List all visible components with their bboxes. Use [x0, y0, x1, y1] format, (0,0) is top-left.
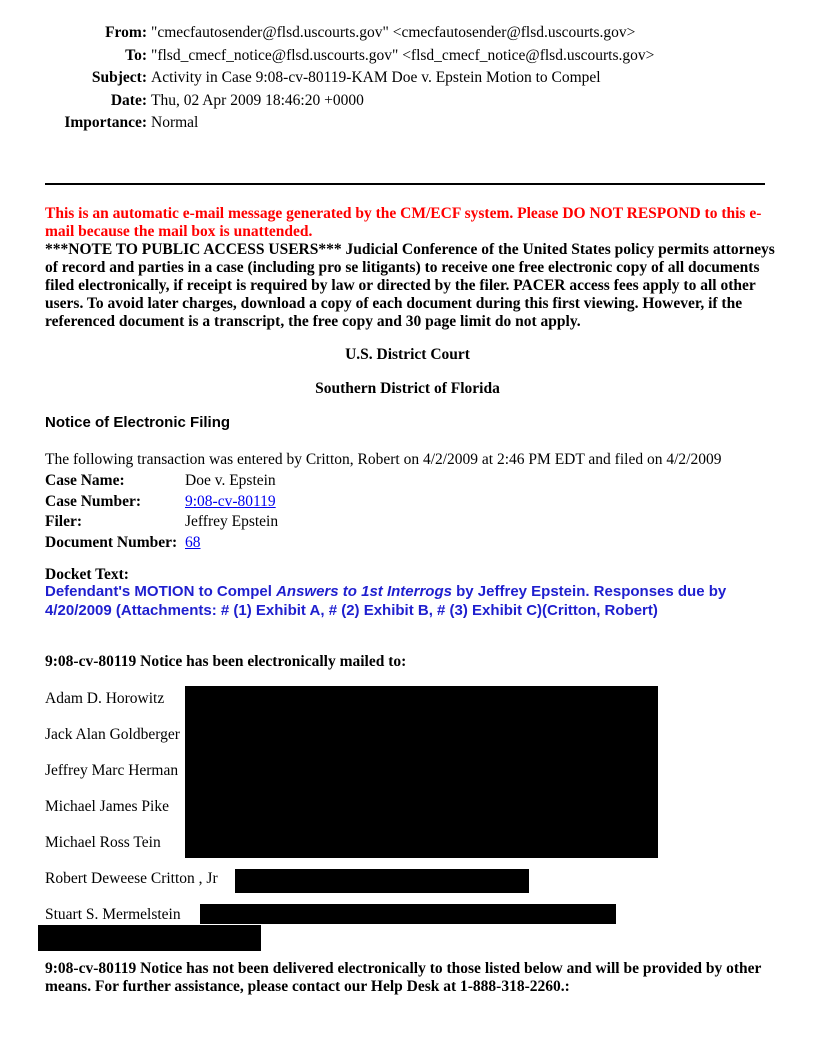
auto-message-warning: This is an automatic e-mail message generated by the CM/ECF system. Please DO NOT RESPOND to this e-mail because the mail box is unattended.	[45, 205, 762, 240]
case-name-label: Case Name:	[45, 472, 125, 489]
filer-label: Filer:	[45, 513, 83, 530]
court-name: U.S. District Court	[345, 346, 470, 363]
case-info	[45, 471, 278, 553]
recipient-name: Stuart S. Mermelstein	[45, 906, 181, 923]
importance-label: Importance:	[64, 114, 147, 131]
from-label: From:	[105, 24, 147, 41]
date-value: Thu, 02 Apr 2009 18:46:20 +0000	[151, 91, 364, 109]
docket-text-part2: by Jeffrey Epstein. Responses due by 4/20/2009 (Attachments: # (1) Exhibit A, # (2) Exhibit B, # (3) Exhibit C)(Critton, Robert)	[45, 583, 727, 619]
subject-label: Subject:	[91, 69, 147, 86]
recipient-name: Adam D. Horowitz	[45, 690, 165, 707]
docket-text-italic: Answers to 1st Interrogs	[276, 583, 452, 600]
case-number-label: Case Number:	[45, 492, 141, 510]
mailed-heading: 9:08-cv-80119 Notice has been electronically mailed to:	[45, 653, 407, 670]
docket-text	[45, 583, 775, 620]
not-delivered-notice: 9:08-cv-80119 Notice has not been delivered electronically to those listed below and will be provided by other means. For further assistance, please contact our Help Desk at 1-888-318-2260.:	[45, 960, 762, 995]
date-label: Date:	[110, 91, 147, 109]
recipient-name: Jeffrey Marc Herman	[45, 762, 179, 779]
docket-text-part1: Defendant's MOTION to Compel	[45, 583, 277, 600]
recipient-name: Michael James Pike	[45, 798, 169, 815]
header-divider	[45, 183, 765, 185]
case-name-value: Doe v. Epstein	[185, 472, 276, 489]
to-label: To:	[125, 46, 147, 64]
importance-value: Normal	[151, 114, 199, 131]
recipient-name: Robert Deweese Critton , Jr	[45, 870, 218, 887]
public-access-note: ***NOTE TO PUBLIC ACCESS USERS*** Judicial Conference of the United States policy permits attorneys of record and parties in a case (including pro se litigants) to receive one free electronic copy of all documents filed electronically, if receipt is required by law or directed by the filer. PACER access fees apply to all other users. To avoid later charges, download a copy of each document during this first viewing. However, if the referenced document is a transcript, the free copy and 30 page limit do not apply.	[45, 241, 775, 330]
subject-value: Activity in Case 9:08-cv-80119-KAM Doe v. Epstein Motion to Compel	[151, 69, 601, 86]
filer-value: Jeffrey Epstein	[185, 513, 279, 530]
redaction-block	[235, 869, 529, 893]
email-header	[45, 22, 654, 135]
document-number-link[interactable]: 68	[185, 533, 201, 551]
redaction-block	[200, 904, 616, 924]
redaction-block	[38, 925, 261, 951]
from-value: "cmecfautosender@flsd.uscourts.gov" <cmecfautosender@flsd.uscourts.gov>	[151, 24, 636, 41]
docket-text-label: Docket Text:	[45, 566, 129, 583]
redaction-block	[185, 686, 658, 858]
to-value: "flsd_cmecf_notice@flsd.uscourts.gov" <flsd_cmecf_notice@flsd.uscourts.gov>	[151, 46, 655, 64]
recipient-name: Jack Alan Goldberger	[45, 726, 180, 743]
document-number-label: Document Number:	[45, 533, 178, 551]
district-name: Southern District of Florida	[315, 380, 500, 397]
nef-heading: Notice of Electronic Filing	[45, 414, 231, 431]
transaction-line: The following transaction was entered by Critton, Robert on 4/2/2009 at 2:46 PM EDT and filed on 4/2/2009	[45, 451, 722, 468]
case-number-link[interactable]: 9:08-cv-80119	[185, 492, 276, 510]
recipient-name: Michael Ross Tein	[45, 834, 161, 851]
